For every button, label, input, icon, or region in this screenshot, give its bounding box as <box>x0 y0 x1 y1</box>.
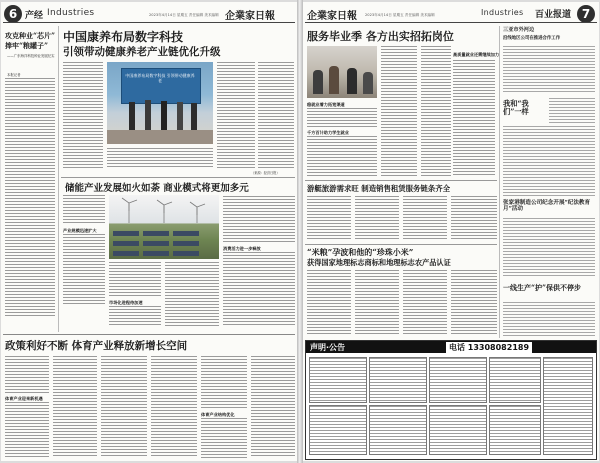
person-figure <box>145 100 151 130</box>
lead-article-under-photo <box>107 148 213 168</box>
storage-col-3 <box>165 262 219 326</box>
sports-sub-2: 体育产业结构优化 <box>201 412 235 417</box>
side-story-2-body <box>503 126 595 196</box>
side-story-4-title: 一线生产“护”保供不停步 <box>503 283 582 292</box>
yacht-col-1 <box>307 196 351 240</box>
right-masthead: 企業家日報 <box>307 11 357 22</box>
rice-col-2 <box>355 270 399 334</box>
side-byline: 本报记者 <box>7 73 21 77</box>
sports-headline: 政策利好不断 体育产业释放新增长空间 <box>5 340 188 352</box>
right-meta-line: 2023年4月14日 星期五 责任编辑 美术编辑 <box>365 13 435 17</box>
left-page-header <box>1 5 297 21</box>
notices-ad-label: 声明·公告 <box>310 343 346 352</box>
jobs-col-1a <box>307 108 377 128</box>
sports-col-3 <box>101 356 147 458</box>
storage-sub-3: 消费活力进一步释放 <box>223 246 261 251</box>
side-story-4-body <box>503 302 595 336</box>
side-article-body <box>5 78 55 318</box>
storage-sub-1: 产业规模迅速扩大 <box>63 228 97 233</box>
notice-item <box>309 405 367 455</box>
jobs-col-1b <box>307 136 377 176</box>
notices-ad-block <box>305 340 597 460</box>
side-story-1-subtitle: 沿线地区公司在推进合作工作 <box>503 36 561 41</box>
storage-col-2 <box>109 262 161 298</box>
storage-col-4b <box>223 252 295 326</box>
notice-item <box>429 357 487 403</box>
storage-col-4a <box>223 196 295 242</box>
notice-item <box>543 357 593 455</box>
person-figure <box>347 68 357 94</box>
right-section-en: Industries <box>481 8 524 17</box>
notice-item <box>489 405 541 455</box>
left-section-cn: 产经 <box>25 11 44 21</box>
rice-headline-1: “米粮”孕波和他的“珍珠小米” <box>307 247 414 257</box>
side-story-3-body <box>503 218 595 278</box>
storage-col-1a <box>63 195 105 225</box>
sports-col-6 <box>251 356 295 458</box>
left-bottom-rule <box>3 334 295 335</box>
storage-col-2b <box>109 306 161 326</box>
side-story-1-body <box>503 46 595 94</box>
right-page-number: 7 <box>577 5 595 23</box>
right-header-rule <box>305 22 597 23</box>
yacht-col-4 <box>451 196 497 240</box>
rice-headline-2: 获得国家地理标志商标和地理标志农产品认证 <box>307 258 451 267</box>
storage-sub-2: 市场化进程待加速 <box>109 300 143 305</box>
left-section-rule <box>61 177 295 178</box>
side-story-1-title: 三亚市外河边 <box>503 27 535 33</box>
rice-col-3 <box>403 270 447 334</box>
yacht-top-rule <box>305 180 497 181</box>
left-meta-line: 2023年4月14日 星期五 责任编辑 美术编辑 <box>149 13 219 17</box>
right-page-header <box>303 5 599 21</box>
job-fair-photo <box>307 46 377 98</box>
jobs-sub-2: 千方百计助力学生就业 <box>307 130 349 135</box>
lead-headline-1: 中国康养布局数字科技 <box>63 30 184 44</box>
left-page <box>1 2 297 461</box>
side-story-2-title: 我和“我们”一样 <box>503 99 529 117</box>
lead-headline-2: 引领带动健康养老产业链优化升级 <box>63 46 221 58</box>
sports-col-2 <box>53 356 97 458</box>
sports-col-4 <box>151 356 197 458</box>
person-figure <box>313 70 323 94</box>
lead-credit: （来源：经济日报） <box>251 171 280 175</box>
sports-col-5a <box>201 356 247 408</box>
notice-item <box>369 405 427 455</box>
rice-col-4 <box>451 270 497 334</box>
notices-ad-header <box>306 341 596 353</box>
side-story-3-title: 张家港制造公司纪念开展“纪法教育月”活动 <box>503 200 591 213</box>
lead-article-col-4 <box>258 62 294 168</box>
sports-col-1a <box>5 356 49 394</box>
solar-field-photo <box>109 195 219 259</box>
notices-ad-hotline: 电话 13308082189 <box>446 342 532 353</box>
person-figure <box>161 101 167 130</box>
yacht-col-3 <box>403 196 447 240</box>
storage-col-1b <box>63 234 105 304</box>
sports-sub-1: 体育产业迎来新机遇 <box>5 396 43 401</box>
jobs-col-3 <box>421 46 451 176</box>
notice-item <box>309 357 367 403</box>
jobs-col-4 <box>453 60 495 176</box>
jobs-sub-right: 高质量就业还需继续加力 <box>453 52 500 57</box>
conference-photo <box>107 62 213 144</box>
stage-banner-text: 中国康养布局数字科技 引领带动健康养老 <box>125 73 195 83</box>
wind-turbines <box>109 195 219 259</box>
notice-item <box>489 357 541 403</box>
right-column-divider <box>499 26 500 338</box>
side-subhead: ——广东海洋科技种业发展纪实 <box>7 54 55 58</box>
storage-headline: 储能产业发展如火如荼 商业模式将更加多元 <box>65 183 249 194</box>
rice-top-rule <box>305 244 497 245</box>
sports-col-1b <box>5 402 49 458</box>
person-figure <box>177 102 183 130</box>
sports-col-5b <box>201 418 247 458</box>
person-figure <box>363 72 373 94</box>
rice-col-1 <box>307 270 351 334</box>
notice-item <box>369 357 427 403</box>
lead-article-tail <box>63 164 103 170</box>
yacht-headline: 游艇旅游需求旺 制造销售租赁服务链条齐全 <box>307 184 450 193</box>
left-masthead: 企業家日報 <box>225 11 275 22</box>
left-section-en: Industries <box>47 8 95 18</box>
side-headline-1: 攻克种业“芯片” <box>5 31 56 40</box>
side-story-2a-body <box>549 98 595 124</box>
person-figure <box>329 66 339 94</box>
jobs-headline: 服务毕业季 各方出实招拓岗位 <box>307 30 454 43</box>
lead-article-col-3 <box>217 62 255 168</box>
left-column-divider <box>58 26 59 332</box>
person-figure <box>129 102 135 130</box>
jobs-col-2 <box>381 46 417 176</box>
lead-article-col-1 <box>63 62 103 162</box>
jobs-sub-1: 稳就业着力拓宽渠道 <box>307 102 345 107</box>
left-header-rule <box>3 22 295 23</box>
right-page <box>303 2 599 461</box>
side-headline-2: 捧牢“粮罐子” <box>5 41 49 50</box>
yacht-col-2 <box>355 196 399 240</box>
stage-floor <box>107 130 213 144</box>
person-figure <box>191 103 197 130</box>
right-section-cn: 百业报道 <box>535 10 572 20</box>
notice-item <box>429 405 487 455</box>
left-page-number: 6 <box>4 5 22 23</box>
